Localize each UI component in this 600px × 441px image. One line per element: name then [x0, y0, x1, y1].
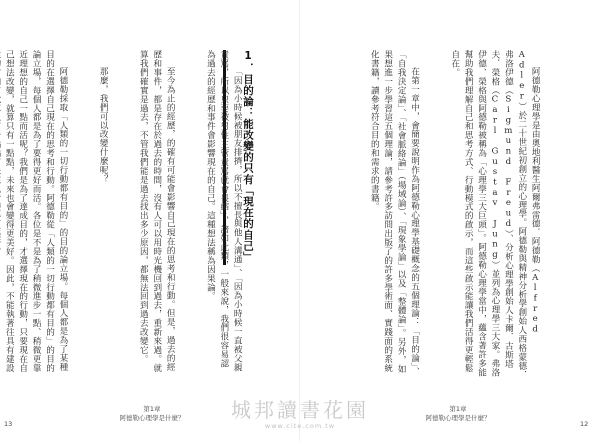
paragraph: 阿德勒採取「人類的一切行動都有目的」的目的論立場。每個人都是為了某種目的在選擇自己現在的思考和行動。阿德勒從「人類的一切行動都有目的」的目的論立場，每個人都是為了要得更好而活。各位是不是為了稍微進步一點、稍微更靠近理想的自己一點而活呢？我們是為了達成目的，才選擇現在的行動，只要現在自己想法改變，就算只有一點點，未來也會變得更美好。因此，不能執著往具有建設: [4, 50, 68, 373]
running-footer: [418, 405, 498, 423]
running-footer: [112, 405, 192, 423]
section-heading: 1．目的論：能改變的只有「現在的自己」: [223, 50, 256, 265]
paragraph: 「因為小時候被朋友排擠，所以不擅長與他人溝通」、「因為小時候一直被父親責罵，所以只要被男性主管責罵就會畏縮」，諸如此類，一般來說，我們很容易認為過去的經歷和事件會影響現在的自己。這種想法稱為因果論。: [205, 50, 243, 372]
footer-title: 阿德勒心理學是什麼？: [425, 414, 491, 422]
footer-chapter: 第1章: [449, 405, 467, 413]
paragraph: 至今為止的經歷，的確有可能會影響自己現在的思考和行動。但是，過去的經歷和事件，都是存在於過去的時間，沒有人可以用時光機回到過去，重新來過。就算我們確實是過去，不管我們能是過去找出多少原因，都無法回到過去改變它。: [138, 50, 176, 373]
footer-title: 阿德勒心理學是什麼？: [119, 414, 185, 422]
right-page: [300, 0, 600, 441]
paragraph: 那麼，我們可以改變什麼呢？: [98, 67, 109, 184]
footer-chapter: 第1章: [143, 405, 161, 413]
paragraph: 阿德勒心理學是由奧地利醫生阿爾弗雷德．阿德勒（Alfred Adler）於二十世紀初創立的心理學。阿德勒與精神分析學創始人西格蒙德．弗洛伊德（Sigmund Freud）、分析心理學創始人卡爾．古斯塔夫．榮格（Carl Gustav Jung）並列為心理學三大家。弗洛伊德、榮格與阿德勒被稱為「心理學三大巨頭」。阿德勒心理學當中，蘊含著許多能幫助我們理解自己和思考方式、行動模式的啟示，而這些啟示能讓我們活得更輕鬆自在。: [449, 50, 541, 380]
watermark-url: www.cite.com.tw: [264, 422, 336, 430]
right-page-body: [360, 50, 568, 380]
watermark-logo: [200, 398, 400, 438]
page-number: 13: [4, 420, 13, 428]
page-number: 12: [580, 420, 589, 428]
watermark-text: 城邦讀書花園: [231, 398, 369, 422]
paragraph: 在第一章中，會簡要說明作為阿德勒心理學基礎概念的五個理論：「目的論」、「自我決定論」、「社會脈絡論」（場域論）、「現象學論」以及「整體論」。另外，如果想進一步學習這五個理論，請參考許多訪問出版了的許多學術面、實踐面的系統化書籍，讀參考符合目的和需求的書籍。: [369, 50, 420, 377]
left-page-body: [4, 50, 270, 375]
